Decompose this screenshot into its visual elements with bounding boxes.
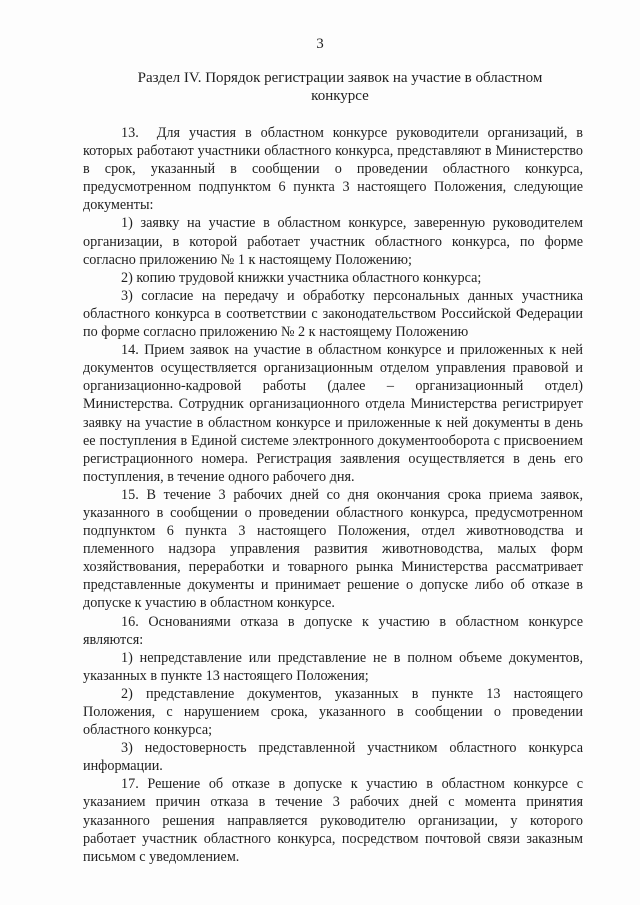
paragraph-16: 16. Основаниями отказа в допуске к участию в областном конкурсе являются: [83,613,583,648]
paragraph-16-item-2: 2) представление документов, указанных в пункте 13 настоящего Положения, с нарушением срока, указанного в сообщении о проведении областного конкурса; [83,685,583,739]
section-title: Раздел IV. Порядок регистрации заявок на участие в областном конкурсе [137,70,543,104]
paragraph-13-item-2: 2) копию трудовой книжки участника областного конкурса; [121,269,482,286]
paragraph-17: 17. Решение об отказе в допуске к участию в областном конкурсе с указанием причин отказа в течение 3 рабочих дней с момента принятия указанного решения направляется руководителю организации, у которого работает участник областного конкурса, посредством почтовой связи заказным письмом с уведомлением. [83,776,583,865]
paragraph-13-item-3: 3) согласие на передачу и обработку персональных данных участника областного конкурса в соответствии с законодательством Российской Федерации по форме согласно приложению № 2 к настоящему Положению [83,287,583,341]
paragraph-16-item-1: 1) непредставление или представление не в полном объеме документов, указанных в пункте 13 настоящего Положения; [83,649,583,684]
paragraph-number: 13. [121,125,139,141]
paragraph-14: 14. Прием заявок на участие в областном конкурсе и приложенных к ней документов осуществляется организационным отделом управления правовой и организационно-кадровой работы (далее – организационный отдел) Министерства. Сотрудник организационного отдела Министерства регистрирует заявку на участие в областном конкурсе и приложенные к ней документы в день ее поступления в Единой системе электронного документооборота с присвоением регистрационного номера. Регистрация заявления осуществляется в день его поступления, в течение одного рабочего дня. [83,342,583,485]
paragraph-15: 15. В течение 3 рабочих дней со дня окончания срока приема заявок, указанного в сообщении о проведении областного конкурса, предусмотренном подпунктом 6 пункта 3 настоящего Положения, отдел животноводства и племенного надзора управления развития животноводства, малых форм хозяйствования, переработки и товарного рынка Министерства рассматривает представленные документы и принимает решение о допуске либо об отказе в допуске к участию в областном конкурсе. [83,486,583,612]
document-body [83,124,583,866]
paragraph-13-item-1: 1) заявку на участие в областном конкурсе, заверенную руководителем организации, в которой работает участник областного конкурса, по форме согласно приложению № 1 к настоящему Положению; [83,215,583,268]
paragraph-13 [83,124,583,214]
paragraph-text: Для участия в областном конкурсе руководители организаций, в которых работают участники областного конкурса, представляют в Министерство в срок, указанный в сообщении о проведении областного конкурса, предусмотренном подпунктом 6 пункта 3 настоящего Положения, следующие документы: [83,125,583,214]
paragraph-16-item-3: 3) недостоверность представленной участником областного конкурса информации. [83,740,583,775]
page-number: 3 [316,36,324,52]
